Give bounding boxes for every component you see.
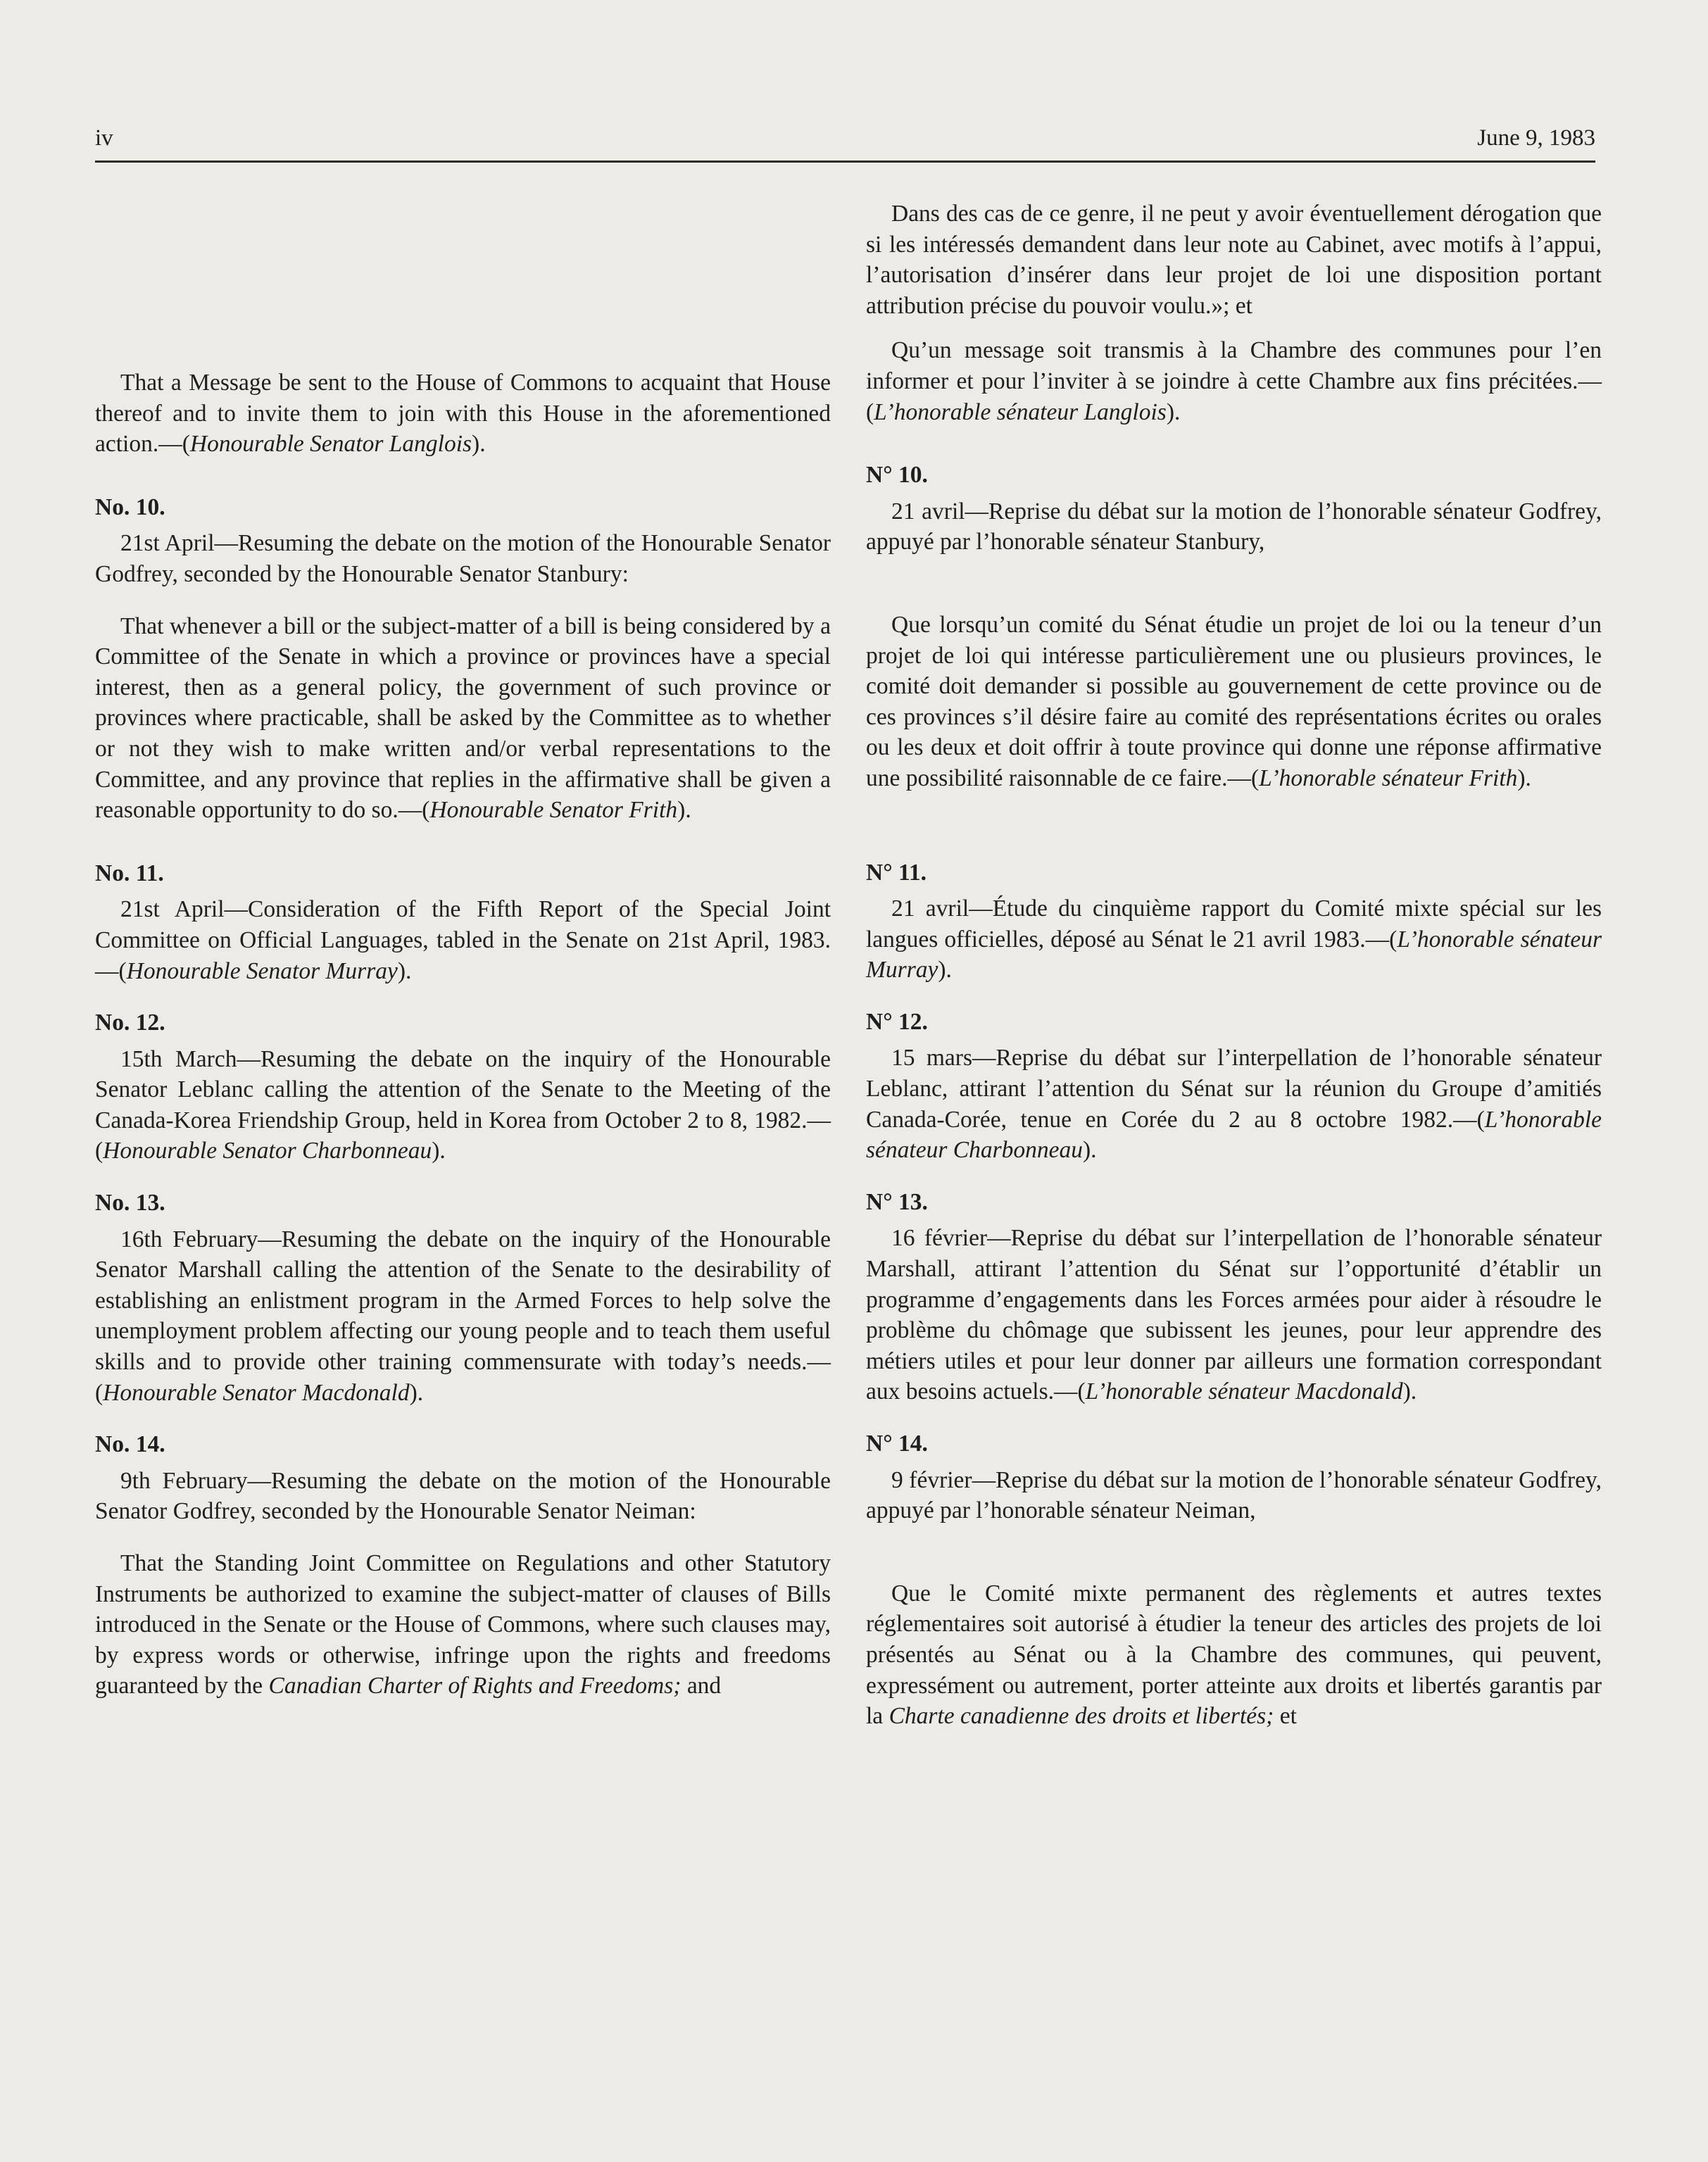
english-column bbox=[95, 199, 831, 1702]
en-item-11-text: 21st April—Consideration of the Fifth Report of the Special Joint Committee on Official Languages, tabled in the Senate on 21st April, 1983.—(Honourable Senator Murray). bbox=[95, 896, 831, 984]
fr-top-paragraph: Dans des cas de ce genre, il ne peut y avoir éventuellement dérogation que si les intéressés demandent dans leur note au Cabinet, avec motifs à l’appui, l’autorisation d’insérer dans leur projet de loi une disposition portant attribution précise du pouvoir voulu.»; et bbox=[866, 201, 1602, 319]
fr-item-number-11: N° 11. bbox=[866, 859, 927, 886]
en-item-number-12: No. 12. bbox=[95, 1010, 165, 1036]
en-item-11-signature: Honourable Senator Murray bbox=[126, 957, 398, 984]
fr-item-10-motion: Que lorsqu’un comité du Sénat étudie un projet de loi ou la teneur d’un projet de loi qui intéresse particulièrement une ou plusieurs provinces, le comité doit demander si possible au gouvernement de cette province ou de ces provinces s’il désire faire au comité des représentations écrites ou orales ou les deux et doit offrir à toute province qui donne une réponse affirmative une possibilité raisonnable de ce faire.—(L’honorable sénateur Frith). bbox=[866, 611, 1602, 791]
en-item-14-motion: That the Standing Joint Committee on Regulations and other Statutory Instruments be authorized to examine the subject-matter of clauses of Bills introduced in the Senate or the House of Commons, where such clauses may, by express words or otherwise, infringe upon the rights and freedoms guaranteed by the Canadian Charter of Rights and Freedoms; and bbox=[95, 1550, 831, 1699]
fr-item-10-intro: 21 avril—Reprise du débat sur la motion de l’honorable sénateur Godfrey, appuyé par l’honorable sénateur Stanbury, bbox=[866, 498, 1602, 555]
french-column bbox=[866, 199, 1602, 1732]
en-item-number-13: No. 13. bbox=[95, 1190, 165, 1217]
en-message-paragraph: That a Message be sent to the House of Commons to acquaint that House thereof and to invite them to join with this House in the aforementioned action.—(Honourable Senator Langlois). bbox=[95, 370, 831, 458]
fr-item-number-13: N° 13. bbox=[866, 1188, 928, 1215]
en-item-13-text: 16th February—Resuming the debate on the inquiry of the Honourable Senator Marshall calling the attention of the Senate to the desirability of establishing an enlistment program in the Armed Forces to help solve the unemployment problem affecting our young people and to teach them useful skills and to provide other training commensurate with today’s needs.—(Honourable Senator Macdonald). bbox=[95, 1226, 831, 1406]
fr-item-12-text: 15 mars—Reprise du débat sur l’interpellation de l’honorable sénateur Leblanc, attirant l’attention du Sénat sur la réunion du Groupe d’amitiés Canada-Corée, tenue en Corée du 2 au 8 octobre 1982.—(L’honorable sénateur Charbonneau). bbox=[866, 1045, 1602, 1164]
en-item-10-motion: That whenever a bill or the subject-matter of a bill is being considered by a Committee of the Senate in which a province or provinces have a special interest, then as a general policy, the government of such province or provinces where practicable, shall be asked by the Committee as to whether or not they wish to make written and/or verbal representations to the Committee, and any province that replies in the affirmative shall be given a reasonable opportunity to do so.—(Honourable Senator Frith). bbox=[95, 612, 831, 824]
fr-item-12-signature: L’honorable sénateur Charbonneau bbox=[866, 1106, 1602, 1164]
fr-item-10-signature: L’honorable sénateur Frith bbox=[1259, 765, 1518, 791]
fr-charter-title: Charte canadienne des droits et libertés; bbox=[888, 1703, 1274, 1730]
fr-item-13-text: 16 février—Reprise du débat sur l’interpellation de l’honorable sénateur Marshall, attirant l’attention du Sénat sur l’opportunité d’établir un programme d’engagements dans les Forces armées pour aider à résoudre le problème du chômage que subissent les jeunes, pour leur apprendre des métiers utiles et pour leur donner par ailleurs une formation correspondant aux besoins actuels.—(L’honorable sénateur Macdonald). bbox=[866, 1225, 1602, 1405]
fr-item-number-10: N° 10. bbox=[866, 462, 928, 489]
fr-item-14-intro: 9 février—Reprise du débat sur la motion de l’honorable sénateur Godfrey, appuyé par l’honorable sénateur Neiman, bbox=[866, 1466, 1602, 1524]
en-item-number-10: No. 10. bbox=[95, 494, 165, 520]
en-message-signature: Honourable Senator Langlois bbox=[189, 431, 472, 458]
en-item-13-signature: Honourable Senator Macdonald bbox=[103, 1379, 410, 1406]
page-header bbox=[95, 120, 1595, 163]
en-item-10-signature: Honourable Senator Frith bbox=[429, 797, 678, 824]
en-item-12-text: 15th March—Resuming the debate on the inquiry of the Honourable Senator Leblanc calling the attention of the Senate to the Meeting of the Canada-Korea Friendship Group, held in Korea from October 2 to 8, 1982.—(Honourable Senator Charbonneau). bbox=[95, 1045, 831, 1164]
en-item-number-11: No. 11. bbox=[95, 860, 164, 886]
page-number: iv bbox=[95, 125, 113, 151]
fr-item-13-signature: L’honorable sénateur Macdonald bbox=[1085, 1378, 1403, 1405]
en-item-10-intro: 21st April—Resuming the debate on the motion of the Honourable Senator Godfrey, seconded by the Honourable Senator Stanbury: bbox=[95, 530, 831, 587]
en-item-14-intro: 9th February—Resuming the debate on the motion of the Honourable Senator Godfrey, seconded by the Honourable Senator Neiman: bbox=[95, 1467, 831, 1525]
en-charter-title: Canadian Charter of Rights and Freedoms; bbox=[268, 1673, 682, 1699]
fr-item-number-14: N° 14. bbox=[866, 1431, 928, 1457]
en-item-12-signature: Honourable Senator Charbonneau bbox=[103, 1138, 432, 1164]
fr-item-14-motion: Que le Comité mixte permanent des règlements et autres textes réglementaires soit autorisé à étudier la teneur des articles des projets de loi présentés au Sénat ou à la Chambre des communes, qui peuvent, expressément ou autrement, porter atteinte aux droits et libertés garantis par la Charte canadienne des droits et libertés; et bbox=[866, 1580, 1602, 1730]
fr-message-paragraph: Qu’un message soit transmis à la Chambre des communes pour l’en informer et pour l’inviter à se joindre à cette Chambre aux fins précitées.—(L’honorable sénateur Langlois). bbox=[866, 337, 1602, 425]
page-date: June 9, 1983 bbox=[1477, 125, 1595, 151]
fr-item-11-signature: L’honorable sénateur Murray bbox=[866, 926, 1602, 983]
fr-item-number-12: N° 12. bbox=[866, 1008, 928, 1035]
fr-item-11-text: 21 avril—Étude du cinquième rapport du Comité mixte spécial sur les langues officielles, déposé au Sénat le 21 avril 1983.—(L’honorable sénateur Murray). bbox=[866, 895, 1602, 983]
fr-message-signature: L’honorable sénateur Langlois bbox=[874, 398, 1167, 425]
en-item-number-14: No. 14. bbox=[95, 1431, 165, 1458]
